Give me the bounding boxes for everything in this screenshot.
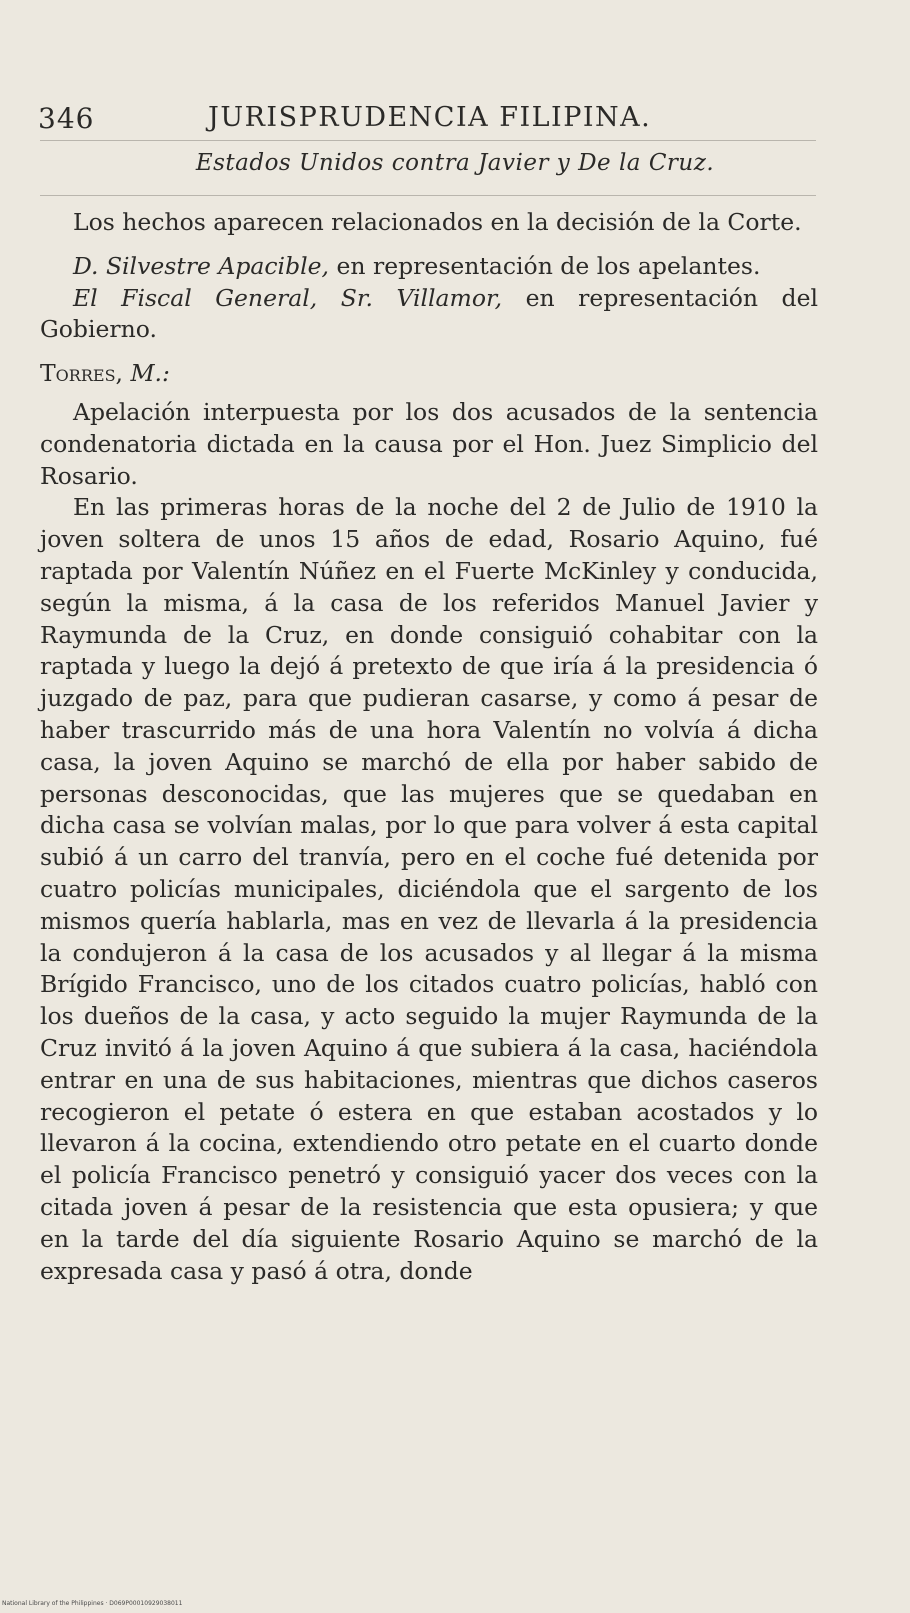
- counsel-appellants: [40, 251, 818, 283]
- counsel-government-role: en representación del Gobierno.: [40, 283, 818, 344]
- justice-name: Torres,: [40, 359, 123, 388]
- justice-heading: [40, 358, 818, 390]
- opinion-paragraph-2: En las primeras horas de la noche del 2 de Julio de 1910 la joven soltera de unos 15 años de edad, Rosario Aquino, fué raptada por Valentín Núñez en el Fuerte McKinley y conducida, según la misma, á la casa de los referidos Manuel Javier y Raymunda de la Cruz, en donde consiguió cohabitar con la raptada y luego la dejó á pretexto de que iría á la presidencia ó juzgado de paz, para que pudieran casarse, y como á pesar de haber trascurrido más de una hora Valentín no volvía á dicha casa, la joven Aquino se marchó de ella por haber sabido de personas desconocidas, que las mujeres que se quedaban en dicha casa se volvían malas, por lo que para volver á esta capital subió á un carro del tranvía, pero en el coche fué detenida por cuatro policías municipales, diciéndola que el sargento de los mismos quería hablarla, mas en vez de llevarla á la presidencia la condujeron á la casa de los acusados y al llegar á la misma Brígido Francisco, uno de los citados cuatro policías, habló con los dueños de la casa, y acto seguido la mujer Raymunda de la Cruz invitó á la joven Aquino á que subiera á la casa, haciéndola entrar en una de sus habitaciones, mientras que dichos caseros recogieron el petate ó estera en que estaban acostados y lo llevaron á la cocina, extendiendo otro petate en el cuarto donde el policía Francisco penetró y consiguió yacer dos veces con la citada joven á pesar de la resistencia que esta opusiera; y que en la tarde del día siguiente Rosario Aquino se marchó de la expresada casa y pasó á otra, donde: [40, 493, 818, 1285]
- counsel-government-name: El Fiscal General, Sr. Villamor,: [73, 283, 503, 312]
- facts-paragraph: Los hechos aparecen relacionados en la decisión de la Corte.: [73, 208, 802, 236]
- page-number: 346: [38, 102, 95, 135]
- body-text: [40, 207, 818, 1287]
- counsel-appellants-name: D. Silvestre Apacible,: [73, 251, 330, 280]
- scan-footer: National Library of the Philippines · D069P00010929038011: [2, 1600, 183, 1607]
- counsel-government: [40, 283, 818, 347]
- counsel-appellants-role: en representación de los apelantes.: [329, 251, 761, 280]
- running-title: JURISPRUDENCIA FILIPINA.: [208, 102, 652, 133]
- page-header: [38, 102, 818, 142]
- case-title: Estados Unidos contra Javier y De la Cruz.: [195, 150, 715, 176]
- justice-title: M.:: [123, 359, 170, 388]
- header-rule: [40, 140, 816, 141]
- case-title-rule: [40, 195, 816, 196]
- opinion-paragraph-1: Apelación interpuesta por los dos acusados de la sentencia condenatoria dictada en la causa por el Hon. Juez Simplicio del Rosario.: [40, 397, 818, 490]
